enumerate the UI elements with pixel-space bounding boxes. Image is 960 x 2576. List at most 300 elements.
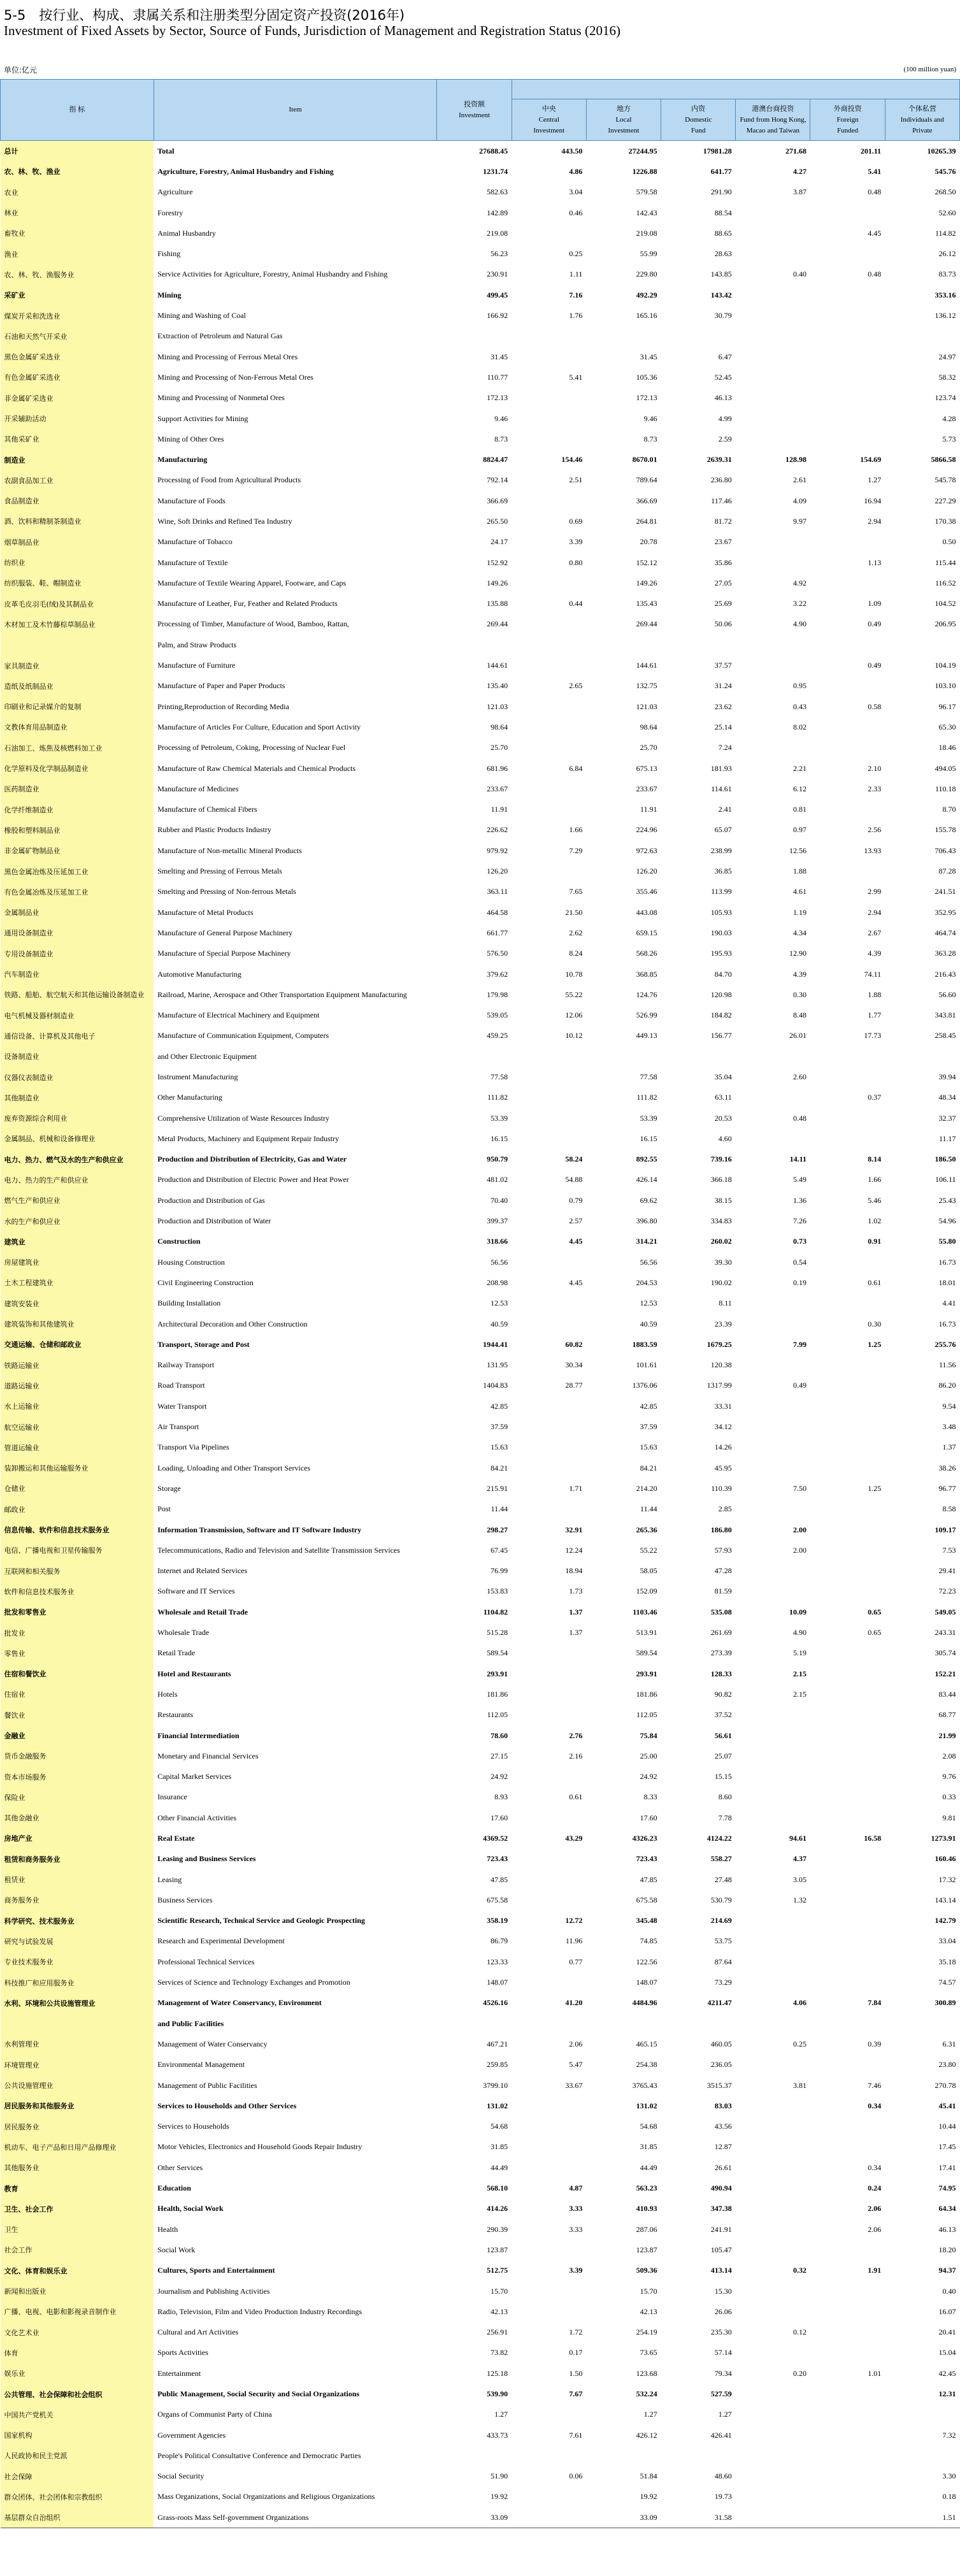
header-local: 地方 Local Investment bbox=[586, 99, 661, 141]
cell-central: 33.67 bbox=[565, 2080, 583, 2090]
cell-domestic: 23.39 bbox=[714, 1319, 732, 1328]
table-row bbox=[1, 614, 960, 635]
cell-central bbox=[512, 1643, 586, 1664]
table-row bbox=[1, 552, 960, 573]
cell-investment: 110.77 bbox=[487, 372, 508, 382]
cell-central: 4.86 bbox=[569, 166, 583, 176]
cell-foreign: 5.46 bbox=[868, 1195, 882, 1205]
cell-central bbox=[512, 696, 586, 717]
cell-domestic: 88.65 bbox=[714, 228, 732, 238]
cell-hmt bbox=[736, 532, 810, 552]
cell-foreign: 2.10 bbox=[868, 763, 882, 773]
cell-private: 11.56 bbox=[938, 1360, 956, 1370]
cell-foreign bbox=[810, 2405, 885, 2425]
cell-central: 1.76 bbox=[569, 311, 583, 320]
row-label-en: Instrument Manufacturing bbox=[157, 1072, 238, 1081]
row-label-en: Railway Transport bbox=[157, 1360, 215, 1370]
row-label-zh: 烟草制品业 bbox=[1, 532, 154, 552]
cell-local: 15.70 bbox=[640, 2286, 657, 2296]
cell-foreign: 1.02 bbox=[868, 1216, 882, 1226]
cell-foreign: 0.48 bbox=[868, 270, 882, 279]
row-label-zh: 专业技术服务业 bbox=[1, 1952, 154, 1972]
cell-investment bbox=[437, 1046, 512, 1067]
row-label-en: Extraction of Petroleum and Natural Gas bbox=[157, 331, 283, 341]
cell-local: 58.05 bbox=[640, 1566, 657, 1576]
cell-foreign: 5.41 bbox=[868, 166, 882, 176]
row-label-en: Monetary and Financial Services bbox=[157, 1751, 259, 1760]
cell-foreign: 2.56 bbox=[868, 825, 882, 835]
row-label-en: Mining and Processing of Nonmetal Ores bbox=[157, 393, 285, 403]
row-label-zh: 公共设施管理业 bbox=[1, 2075, 154, 2096]
cell-investment: 539.05 bbox=[487, 1011, 508, 1020]
cell-private: 29.41 bbox=[938, 1566, 956, 1576]
cell-private bbox=[885, 635, 959, 655]
cell-hmt bbox=[736, 1705, 810, 1725]
cell-private: 65.30 bbox=[938, 722, 956, 731]
cell-foreign bbox=[810, 305, 885, 326]
cell-foreign: 1.13 bbox=[868, 558, 882, 567]
table-row bbox=[1, 1088, 960, 1108]
cell-local: 31.45 bbox=[640, 352, 657, 361]
cell-foreign: 0.24 bbox=[868, 2184, 882, 2193]
cell-hmt: 0.20 bbox=[792, 2368, 806, 2378]
row-label-en: Real Estate bbox=[157, 1833, 195, 1843]
row-label-en: Construction bbox=[157, 1237, 201, 1246]
cell-private bbox=[885, 2013, 959, 2034]
cell-central bbox=[512, 1869, 586, 1890]
cell-investment: 126.20 bbox=[487, 867, 508, 876]
cell-local: 25.00 bbox=[640, 1751, 657, 1760]
cell-local: 426.12 bbox=[636, 2430, 657, 2440]
cell-central: 43.29 bbox=[565, 1833, 583, 1843]
cell-hmt bbox=[736, 285, 810, 305]
table-row bbox=[1, 532, 960, 552]
cell-investment: 293.91 bbox=[487, 1669, 508, 1678]
table-row bbox=[1, 717, 960, 737]
row-label-en: Public Management, Social Security and Social Organizations bbox=[157, 2389, 360, 2398]
cell-foreign bbox=[810, 2466, 885, 2487]
cell-private: 353.16 bbox=[935, 290, 956, 299]
cell-hmt: 0.30 bbox=[792, 989, 806, 999]
cell-private: 68.77 bbox=[938, 1710, 956, 1720]
row-label-zh: 化学纤维制造业 bbox=[1, 800, 154, 820]
row-label-en: Processing of Food from Agricultural Products bbox=[157, 475, 301, 485]
cell-hmt: 4.27 bbox=[792, 166, 806, 176]
row-label-zh: 汽车制造业 bbox=[1, 964, 154, 984]
cell-foreign bbox=[810, 1849, 885, 1869]
cell-local: 69.62 bbox=[640, 1195, 657, 1205]
row-label-en: Forestry bbox=[157, 208, 183, 217]
cell-foreign bbox=[810, 1766, 885, 1787]
cell-domestic: 426.41 bbox=[710, 2430, 732, 2440]
cell-central bbox=[512, 1416, 586, 1437]
cell-domestic: 214.69 bbox=[710, 1916, 732, 1925]
cell-foreign bbox=[810, 1396, 885, 1416]
cell-hmt: 94.61 bbox=[789, 1833, 806, 1843]
cell-foreign bbox=[810, 676, 885, 696]
table-row bbox=[1, 388, 960, 408]
cell-foreign bbox=[810, 1560, 885, 1581]
cell-foreign: 1.25 bbox=[868, 1483, 882, 1493]
cell-investment: 67.45 bbox=[491, 1545, 508, 1555]
row-label-zh: 保险业 bbox=[1, 1787, 154, 1808]
cell-domestic: 33.31 bbox=[714, 1401, 732, 1411]
cell-domestic: 30.79 bbox=[714, 311, 732, 320]
cell-hmt bbox=[736, 2199, 810, 2219]
cell-investment: 233.67 bbox=[487, 784, 508, 793]
row-label-en: Research and Experimental Development bbox=[157, 1936, 285, 1946]
cell-domestic: 39.30 bbox=[714, 1257, 732, 1267]
cell-hmt bbox=[736, 1499, 810, 1520]
cell-local: 75.84 bbox=[640, 1731, 657, 1740]
cell-hmt: 1.36 bbox=[792, 1195, 806, 1205]
cell-investment: 8.93 bbox=[494, 1792, 508, 1802]
cell-hmt bbox=[736, 1560, 810, 1581]
cell-local: 659.15 bbox=[636, 928, 657, 937]
cell-domestic: 57.93 bbox=[714, 1545, 732, 1555]
cell-foreign: 1.01 bbox=[868, 2368, 882, 2378]
cell-central bbox=[512, 2507, 586, 2528]
cell-foreign bbox=[810, 1355, 885, 1376]
cell-hmt: 0.97 bbox=[792, 825, 806, 835]
table-row bbox=[1, 1622, 960, 1643]
row-label-zh: 餐饮业 bbox=[1, 1705, 154, 1725]
table-row bbox=[1, 1766, 960, 1787]
row-label-zh: 电信、广播电视和卫星传输服务 bbox=[1, 1540, 154, 1560]
cell-foreign: 2.94 bbox=[868, 516, 882, 526]
cell-domestic: 4.60 bbox=[718, 1133, 732, 1143]
cell-investment: 148.07 bbox=[487, 1978, 508, 1987]
cell-local: 224.96 bbox=[636, 825, 657, 835]
cell-private: 5866.58 bbox=[931, 455, 956, 464]
cell-private: 54.96 bbox=[938, 1216, 956, 1226]
row-label-zh: 新闻和出版业 bbox=[1, 2281, 154, 2301]
cell-private: 123.74 bbox=[935, 393, 956, 403]
row-label-zh: 社会保障 bbox=[1, 2466, 154, 2487]
row-label-en: Manufacturing bbox=[157, 455, 208, 464]
cell-local: 124.76 bbox=[636, 989, 657, 999]
cell-private: 0.33 bbox=[942, 1792, 956, 1802]
row-label-zh: 农、林、牧、渔业 bbox=[1, 161, 154, 182]
row-label-zh: 石油加工、炼焦及核燃料加工业 bbox=[1, 738, 154, 758]
cell-hmt: 7.50 bbox=[792, 1483, 806, 1493]
page-title-zh: 5-5 按行业、构成、隶属关系和注册类型分固定资产投资(2016年) bbox=[4, 8, 405, 23]
cell-domestic bbox=[661, 326, 736, 347]
cell-domestic bbox=[661, 1046, 736, 1067]
row-label-zh: 采矿业 bbox=[1, 285, 154, 305]
cell-local: 73.65 bbox=[640, 2348, 657, 2357]
cell-domestic: 2.85 bbox=[718, 1504, 732, 1514]
cell-investment: 152.92 bbox=[487, 558, 508, 567]
cell-hmt: 128.98 bbox=[785, 455, 806, 464]
cell-domestic: 35.86 bbox=[714, 558, 732, 567]
cell-local bbox=[586, 2013, 661, 2034]
row-label-en: Support Activities for Mining bbox=[157, 414, 248, 423]
cell-investment: 1104.82 bbox=[483, 1607, 508, 1616]
table-row bbox=[1, 676, 960, 696]
row-label-zh: 土木工程建筑业 bbox=[1, 1272, 154, 1293]
row-label-en: Water Transport bbox=[157, 1401, 207, 1411]
cell-investment: 53.39 bbox=[491, 1113, 508, 1123]
cell-domestic: 128.33 bbox=[710, 1669, 732, 1678]
cell-hmt: 0.81 bbox=[792, 805, 806, 814]
cell-local: 1103.46 bbox=[633, 1607, 657, 1616]
row-label-zh: 文化艺术业 bbox=[1, 2322, 154, 2342]
cell-local: 426.14 bbox=[636, 1175, 657, 1184]
cell-foreign bbox=[810, 429, 885, 449]
cell-private: 305.74 bbox=[935, 1648, 956, 1658]
cell-central: 0.77 bbox=[569, 1957, 583, 1966]
cell-domestic: 3515.37 bbox=[706, 2080, 732, 2090]
cell-domestic: 19.73 bbox=[714, 2492, 732, 2501]
cell-domestic: 8.60 bbox=[718, 1792, 732, 1802]
table-row bbox=[1, 573, 960, 593]
cell-domestic: 17981.28 bbox=[703, 146, 732, 155]
cell-foreign: 16.58 bbox=[864, 1833, 882, 1843]
row-label-en: Business Services bbox=[157, 1895, 213, 1904]
row-label-en: Mining of Other Ores bbox=[157, 434, 224, 443]
cell-investment bbox=[437, 2013, 512, 2034]
row-label-en: Mining and Washing of Coal bbox=[157, 311, 247, 320]
cell-central bbox=[512, 738, 586, 758]
cell-foreign bbox=[810, 1540, 885, 1560]
row-label-zh: 住宿业 bbox=[1, 1684, 154, 1704]
cell-domestic: 36.85 bbox=[714, 867, 732, 876]
header-item-en: Item bbox=[154, 80, 437, 141]
cell-central bbox=[512, 655, 586, 675]
row-label-en: Manufacture of Articles For Culture, Education and Sport Activity bbox=[157, 722, 361, 731]
table-row bbox=[1, 758, 960, 779]
table-row bbox=[1, 1396, 960, 1416]
row-label-en: Organs of Communist Party of China bbox=[157, 2410, 272, 2419]
cell-investment: 33.09 bbox=[437, 2507, 512, 2528]
row-label-zh: 研究与试验发展 bbox=[1, 1931, 154, 1952]
row-label-en: Retail Trade bbox=[157, 1648, 196, 1658]
cell-domestic: 23.62 bbox=[714, 702, 732, 711]
row-label-en: Production and Distribution of Electric Power and Heat Power bbox=[157, 1175, 349, 1184]
row-label-zh: 电气机械及器材制造业 bbox=[1, 1005, 154, 1025]
cell-hmt bbox=[736, 2281, 810, 2301]
cell-domestic: 43.56 bbox=[714, 2122, 732, 2131]
cell-private: 15.04 bbox=[938, 2348, 956, 2357]
cell-hmt: 271.68 bbox=[785, 146, 806, 155]
cell-foreign bbox=[810, 861, 885, 881]
row-label-en: Manufacture of Communication Equipment, Computers bbox=[157, 1031, 329, 1040]
cell-central bbox=[512, 1705, 586, 1725]
row-label-zh: 资本市场服务 bbox=[1, 1766, 154, 1787]
table-row bbox=[1, 285, 960, 305]
row-label-en: Architectural Decoration and Other Construction bbox=[157, 1319, 308, 1328]
row-label-zh: 软件和信息技术服务业 bbox=[1, 1581, 154, 1602]
cell-investment: 539.90 bbox=[487, 2389, 508, 2398]
cell-hmt: 7.99 bbox=[792, 1339, 806, 1349]
cell-hmt bbox=[736, 2445, 810, 2466]
row-label-zh bbox=[1, 635, 154, 655]
table-row bbox=[1, 861, 960, 881]
table-row bbox=[1, 820, 960, 840]
cell-domestic: 235.30 bbox=[710, 2328, 732, 2337]
table-row bbox=[1, 1499, 960, 1520]
cell-hmt bbox=[736, 2487, 810, 2507]
row-label-zh: 群众团体、社会团体和宗教组织 bbox=[1, 2487, 154, 2507]
header-domestic: 内资 Domestic Fund bbox=[661, 99, 736, 141]
cell-private: 56.60 bbox=[938, 989, 956, 999]
cell-investment bbox=[437, 635, 512, 655]
cell-investment: 84.21 bbox=[491, 1463, 508, 1472]
row-label-en: Transport, Storage and Post bbox=[157, 1339, 250, 1349]
cell-private: 186.50 bbox=[935, 1155, 956, 1164]
table-row bbox=[1, 594, 960, 614]
cell-foreign bbox=[810, 1046, 885, 1067]
cell-private: 2.08 bbox=[942, 1751, 956, 1760]
cell-hmt: 9.97 bbox=[792, 516, 806, 526]
cell-local: 366.69 bbox=[636, 496, 657, 505]
cell-foreign bbox=[810, 2117, 885, 2137]
cell-central bbox=[512, 2405, 586, 2425]
cell-central bbox=[512, 1808, 586, 1828]
cell-foreign bbox=[810, 203, 885, 223]
cell-foreign: 0.30 bbox=[868, 1319, 882, 1328]
table-row bbox=[1, 1972, 960, 1992]
cell-investment: 318.66 bbox=[487, 1237, 508, 1246]
row-label-zh: 水利管理业 bbox=[1, 2034, 154, 2054]
cell-private: 363.28 bbox=[935, 949, 956, 958]
cell-local: 410.93 bbox=[636, 2204, 657, 2213]
cell-foreign bbox=[810, 1293, 885, 1314]
row-label-en: Cultures, Sports and Entertainment bbox=[157, 2266, 275, 2275]
row-label-en: Housing Construction bbox=[157, 1257, 225, 1267]
row-label-zh: 体育 bbox=[1, 2343, 154, 2363]
cell-private: 545.76 bbox=[935, 166, 956, 176]
row-label-en: Management of Water Conservancy bbox=[157, 2039, 268, 2048]
row-label-en: Entertainment bbox=[157, 2368, 201, 2378]
cell-foreign bbox=[810, 1252, 885, 1272]
cell-foreign bbox=[810, 2343, 885, 2363]
cell-investment: 86.79 bbox=[491, 1936, 508, 1946]
cell-hmt bbox=[736, 2240, 810, 2260]
cell-local: 40.59 bbox=[640, 1319, 657, 1328]
cell-central: 10.78 bbox=[565, 969, 583, 979]
row-label-zh: 批发和零售业 bbox=[1, 1602, 154, 1622]
cell-domestic: 105.93 bbox=[710, 907, 732, 917]
cell-domestic: 535.08 bbox=[710, 1607, 732, 1616]
row-label-zh: 黑色金属矿采选业 bbox=[1, 347, 154, 367]
cell-hmt bbox=[736, 552, 810, 573]
cell-foreign: 201.11 bbox=[860, 146, 882, 155]
header-investment: 投资额 Investment bbox=[437, 80, 512, 141]
cell-private: 3.48 bbox=[942, 1422, 956, 1432]
cell-domestic: 1679.25 bbox=[706, 1339, 732, 1349]
row-label-en: Railroad, Marine, Aerospace and Other Transportation Equipment Manufacturing bbox=[157, 989, 407, 999]
cell-domestic: 190.03 bbox=[710, 928, 732, 937]
cell-foreign bbox=[810, 1416, 885, 1437]
cell-local: 287.06 bbox=[636, 2224, 657, 2234]
cell-domestic: 37.52 bbox=[714, 1710, 732, 1720]
cell-private: 9.54 bbox=[942, 1401, 956, 1411]
cell-central: 30.34 bbox=[565, 1360, 583, 1370]
cell-investment: 54.68 bbox=[491, 2122, 508, 2131]
cell-local: 293.91 bbox=[636, 1669, 657, 1678]
cell-central: 6.84 bbox=[569, 763, 583, 773]
cell-central bbox=[512, 408, 586, 429]
cell-foreign bbox=[810, 1931, 885, 1952]
cell-private: 72.23 bbox=[938, 1587, 956, 1596]
row-label-zh: 卫生、社会工作 bbox=[1, 2199, 154, 2219]
cell-central: 8.24 bbox=[569, 949, 583, 958]
cell-investment: 19.92 bbox=[491, 2492, 508, 2501]
cell-foreign: 0.39 bbox=[868, 2039, 882, 2048]
cell-private bbox=[885, 2405, 959, 2425]
cell-hmt: 0.54 bbox=[792, 1257, 806, 1267]
cell-private: 0.18 bbox=[942, 2492, 956, 2501]
cell-local: 1883.59 bbox=[632, 1339, 657, 1349]
cell-hmt bbox=[736, 2178, 810, 2198]
header-foreign: 外商投资 Foreign Funded bbox=[810, 99, 885, 141]
cell-local bbox=[586, 1046, 661, 1067]
table-row bbox=[1, 2445, 960, 2466]
table-row bbox=[1, 1993, 960, 2013]
cell-local: 24.92 bbox=[640, 1772, 657, 1781]
cell-foreign: 7.84 bbox=[868, 1998, 882, 2008]
cell-local: 1226.88 bbox=[632, 166, 657, 176]
row-label-zh: 租赁业 bbox=[1, 1869, 154, 1890]
cell-foreign: 1.25 bbox=[868, 1339, 882, 1349]
cell-local: 972.63 bbox=[636, 845, 657, 855]
row-label-zh: 居民服务业 bbox=[1, 2117, 154, 2137]
cell-local: 56.56 bbox=[640, 1257, 657, 1267]
cell-investment: 121.03 bbox=[487, 702, 508, 711]
table-row bbox=[1, 1067, 960, 1087]
cell-central: 1.72 bbox=[569, 2328, 583, 2337]
cell-domestic: 241.91 bbox=[710, 2224, 732, 2234]
cell-private: 1.37 bbox=[942, 1443, 956, 1452]
row-label-zh: 管道运输业 bbox=[1, 1437, 154, 1458]
table-row bbox=[1, 923, 960, 943]
cell-local: 112.05 bbox=[636, 1710, 657, 1720]
cell-hmt bbox=[736, 2157, 810, 2178]
cell-central: 0.80 bbox=[569, 558, 583, 567]
row-label-zh: 橡胶和塑料制品业 bbox=[1, 820, 154, 840]
cell-central: 1.11 bbox=[569, 270, 583, 279]
cell-local: 368.85 bbox=[636, 969, 657, 979]
row-label-en: Processing of Petroleum, Coking, Processing of Nuclear Fuel bbox=[157, 743, 346, 752]
cell-hmt bbox=[736, 1766, 810, 1787]
cell-foreign bbox=[810, 1705, 885, 1725]
cell-domestic: 186.80 bbox=[710, 1525, 732, 1534]
cell-hmt: 0.40 bbox=[792, 270, 806, 279]
cell-private: 83.73 bbox=[938, 270, 956, 279]
cell-hmt bbox=[736, 738, 810, 758]
cell-hmt: 1.32 bbox=[792, 1895, 806, 1904]
table-row bbox=[1, 2466, 960, 2487]
cell-private: 48.34 bbox=[938, 1093, 956, 1102]
row-label-en: Air Transport bbox=[157, 1422, 199, 1432]
table-row bbox=[1, 161, 960, 182]
cell-hmt bbox=[736, 1911, 810, 1931]
cell-private: 94.37 bbox=[938, 2266, 956, 2275]
table-row bbox=[1, 1026, 960, 1046]
row-label-en: Hotel and Restaurants bbox=[157, 1669, 231, 1678]
cell-private: 26.12 bbox=[938, 249, 956, 259]
cell-private: 1.51 bbox=[885, 2507, 959, 2528]
cell-domestic: 238.99 bbox=[710, 845, 732, 855]
cell-investment: 399.37 bbox=[487, 1216, 508, 1226]
table-row bbox=[1, 984, 960, 1005]
header-item-zh: 指 标 bbox=[1, 80, 154, 141]
cell-domestic bbox=[661, 2445, 736, 2466]
cell-private: 545.78 bbox=[935, 475, 956, 485]
cell-domestic bbox=[661, 2013, 736, 2034]
